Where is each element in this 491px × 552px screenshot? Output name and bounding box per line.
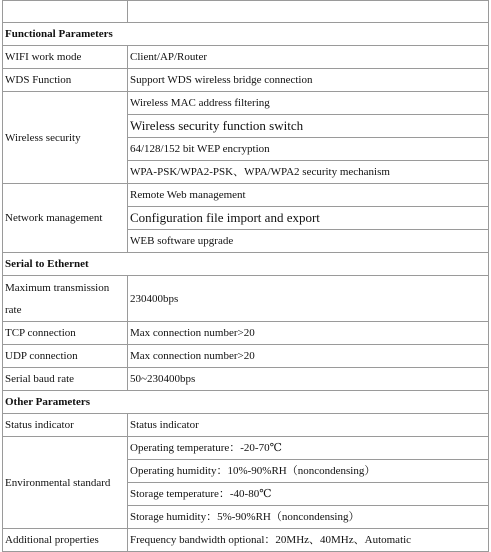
row-value: Frequency bandwidth optional：20MHz、40MHz、Automatic (128, 529, 489, 552)
table-row (3, 345, 489, 368)
table-row (3, 92, 489, 115)
section-functional-parameters: Functional Parameters (3, 23, 489, 46)
row-value: Max connection number>20 (128, 322, 489, 345)
table-row (3, 46, 489, 69)
row-value: Storage temperature：-40-80℃ (128, 483, 489, 506)
row-label: Serial baud rate (3, 368, 128, 391)
table-row (3, 437, 489, 460)
row-value: 64/128/152 bit WEP encryption (128, 138, 489, 161)
section-row (3, 23, 489, 46)
row-value: Operating humidity：10%-90%RH（noncondensing） (128, 460, 489, 483)
table-row (3, 368, 489, 391)
row-value: 50~230400bps (128, 368, 489, 391)
row-label: Additional properties (3, 529, 128, 552)
row-label: Environmental standard (3, 437, 128, 529)
section-other-parameters: Other Parameters (3, 391, 489, 414)
section-serial-to-ethernet: Serial to Ethernet (3, 253, 489, 276)
spec-table (2, 0, 489, 552)
row-value: Wireless MAC address filtering (128, 92, 489, 115)
table-row (3, 529, 489, 552)
row-label: WIFI work mode (3, 46, 128, 69)
table-row (3, 184, 489, 207)
top-empty-row (3, 1, 489, 23)
section-row (3, 253, 489, 276)
table-row (3, 414, 489, 437)
row-value: 230400bps (128, 276, 489, 322)
row-value: Remote Web management (128, 184, 489, 207)
table-row (3, 322, 489, 345)
row-value: Wireless security function switch (128, 115, 489, 138)
row-value: WEB software upgrade (128, 230, 489, 253)
row-value: Operating temperature：-20-70℃ (128, 437, 489, 460)
row-label: Status indicator (3, 414, 128, 437)
row-label: UDP connection (3, 345, 128, 368)
section-row (3, 391, 489, 414)
row-label: TCP connection (3, 322, 128, 345)
row-value: WPA-PSK/WPA2-PSK、WPA/WPA2 security mechanism (128, 161, 489, 184)
row-label: Network management (3, 184, 128, 253)
row-value: Client/AP/Router (128, 46, 489, 69)
table-row (3, 69, 489, 92)
row-value: Status indicator (128, 414, 489, 437)
row-value: Configuration file import and export (128, 207, 489, 230)
table-row (3, 276, 489, 322)
row-value: Support WDS wireless bridge connection (128, 69, 489, 92)
row-value: Max connection number>20 (128, 345, 489, 368)
empty-cell (128, 1, 489, 23)
row-label: Wireless security (3, 92, 128, 184)
row-label: WDS Function (3, 69, 128, 92)
empty-cell (3, 1, 128, 23)
row-value: Storage humidity：5%-90%RH（noncondensing） (128, 506, 489, 529)
row-label: Maximum transmission rate (3, 276, 128, 322)
